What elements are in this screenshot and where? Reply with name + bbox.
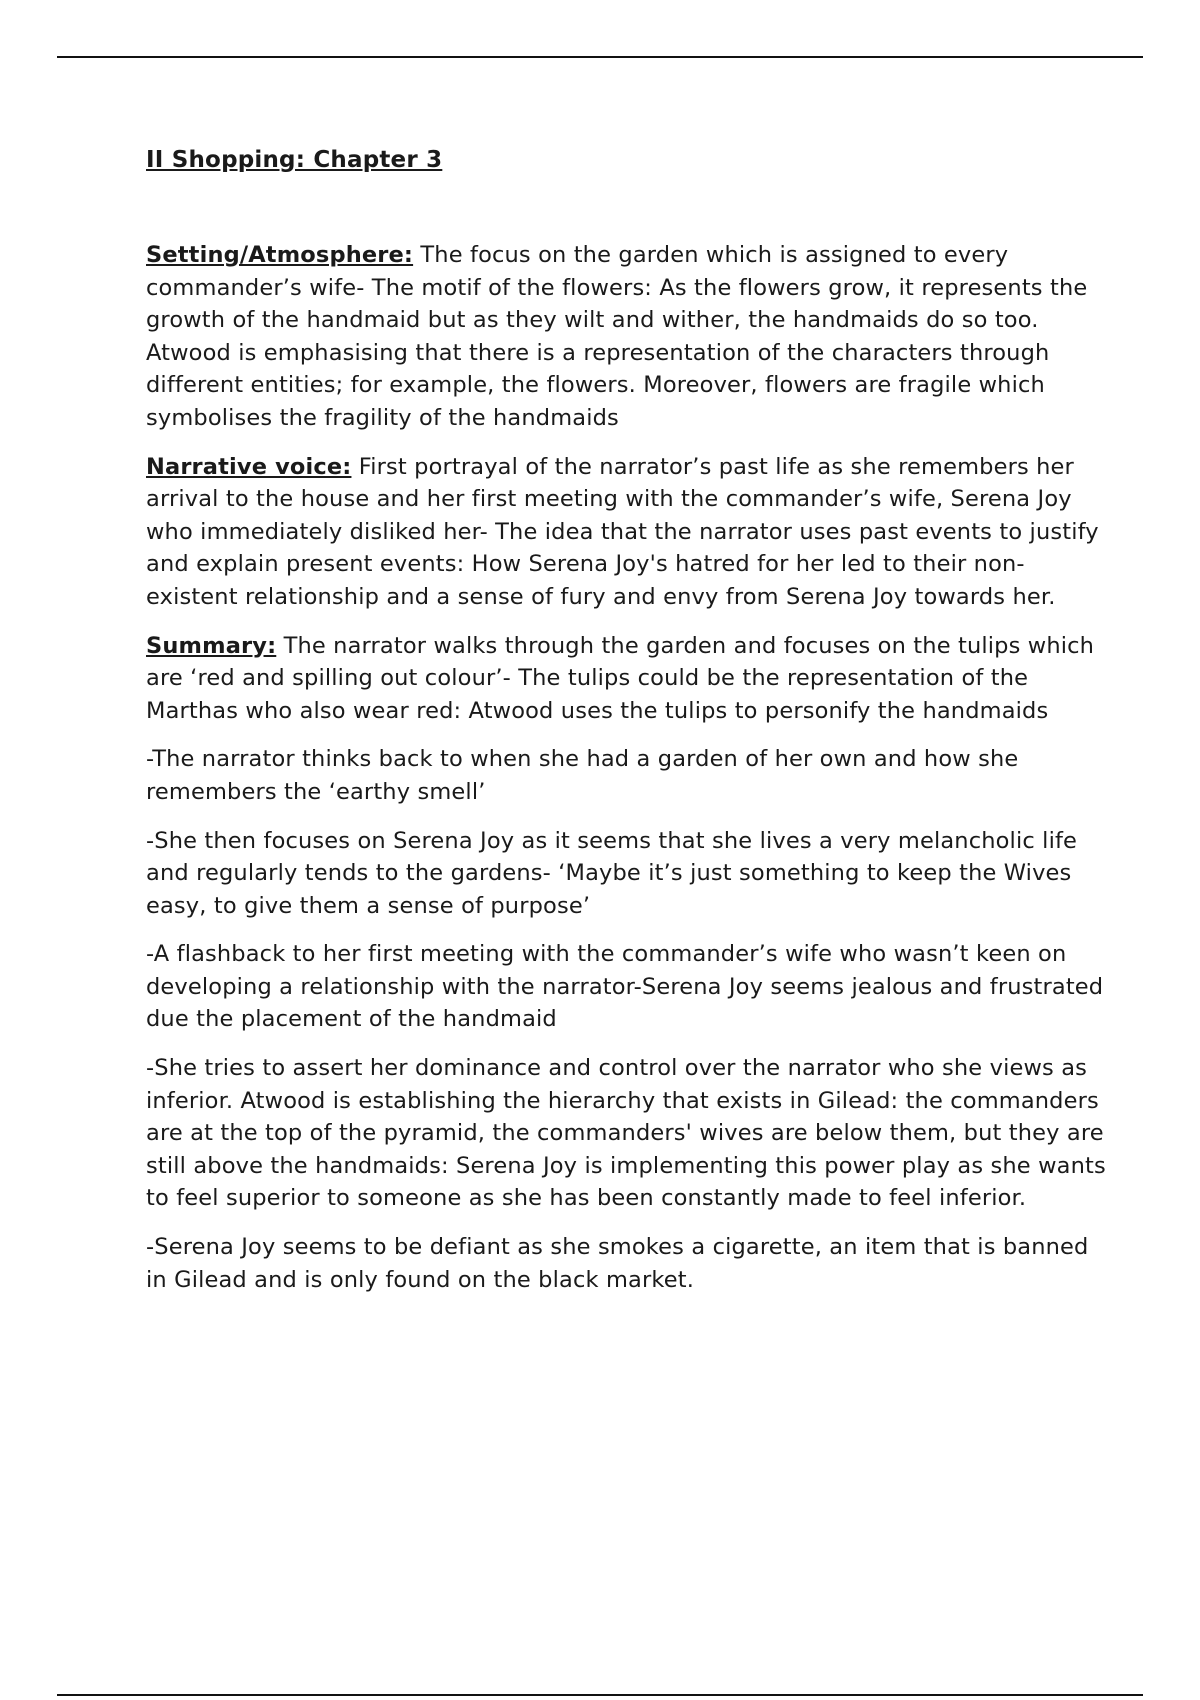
setting-atmosphere-paragraph <box>146 239 1106 435</box>
summary-point: -She tries to assert her dominance and control over the narrator who she views as inferior. Atwood is establishing the hierarchy that exists in Gilead: the commanders are at the top of the pyramid, the commanders' wives are below them, but they are still above the handmaids: Serena Joy is implementing this power play as she wants to feel superior to someone as she has been constantly made to feel inferior. <box>146 1055 1106 1212</box>
summary-text: The narrator walks through the garden and focuses on the tulips which are ‘red and spilling out colour’- The tulips could be the representation of the Marthas who also wear red: Atwood uses the tulips to personify the handmaids <box>146 632 1095 724</box>
narrative-voice-paragraph <box>146 451 1106 614</box>
summary-point: -She then focuses on Serena Joy as it seems that she lives a very melancholic life and regularly tends to the gardens- ‘Maybe it’s just something to keep the Wives easy, to give them a sense of purpose’ <box>146 827 1078 919</box>
setting-atmosphere-label: Setting/Atmosphere: <box>146 242 414 268</box>
summary-paragraph <box>146 630 1106 728</box>
page-title: II Shopping: Chapter 3 <box>146 147 443 173</box>
summary-label: Summary: <box>146 632 277 659</box>
header-rule <box>57 56 1143 58</box>
summary-point: -A flashback to her first meeting with the commander’s wife who wasn’t keen on developing a relationship with the narrator-Serena Joy seems jealous and frustrated due the placement of the handmaid <box>146 941 1104 1033</box>
summary-point: -Serena Joy seems to be defiant as she smokes a cigarette, an item that is banned in Gilead and is only found on the black market. <box>146 1234 1089 1293</box>
document-body <box>146 143 1106 1312</box>
narrative-voice-label: Narrative voice: <box>146 453 352 480</box>
setting-atmosphere-text: The focus on the garden which is assigned to every commander’s wife- The motif of the flowers: As the flowers grow, it represents the growth of the handmaid but as they wilt and wither, the handmaids do so too. Atwood is emphasising that there is a representation of the characters through different entities; for example, the flowers. Moreover, flowers are fragile which symbolises the fragility of the handmaids <box>146 242 1088 431</box>
summary-point: -The narrator thinks back to when she had a garden of her own and how she remembers the ‘earthy smell’ <box>146 746 1019 805</box>
narrative-voice-text: First portrayal of the narrator’s past life as she remembers her arrival to the house and her first meeting with the commander’s wife, Serena Joy who immediately disliked her- The idea that the narrator uses past events to justify and explain present events: How Serena Joy's hatred for her led to their non-existent relationship and a sense of fury and envy from Serena Joy towards her. <box>146 453 1099 610</box>
footer-rule <box>57 1694 1143 1696</box>
